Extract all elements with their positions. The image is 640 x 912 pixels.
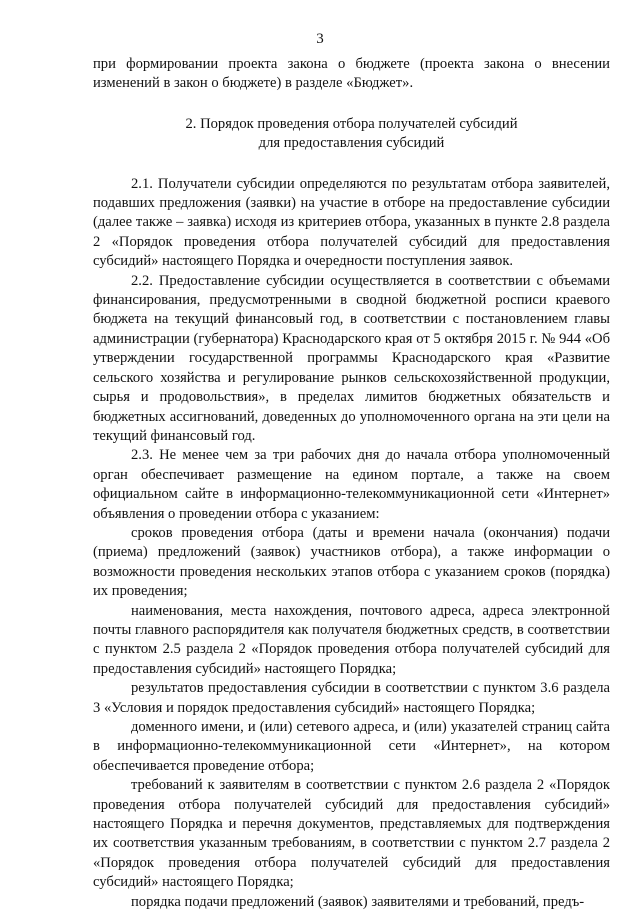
paragraph-2-3: 2.3. Не менее чем за три рабочих дня до начала отбора уполномоченный орган обеспечивает размещение на едином портале, а также на своем официальном сайте в информационно-телекоммуникационной сети «Интернет» объявления о проведении отбора с указанием: (93, 447, 610, 522)
body-text (93, 55, 610, 912)
list-item-domain: доменного имени, и (или) сетевого адреса, и (или) указателей страниц сайта в информационно-телекоммуникационной сети «Интернет», на котором обеспечивается проведение отбора; (93, 719, 610, 774)
paragraph-2-1: 2.1. Получатели субсидии определяются по результатам отбора заявителей, подавших предложения (заявки) на участие в отборе на предоставление субсидии (далее также – заявка) исходя из критериев отбора, указанных в пункте 2.8 раздела 2 «Порядок проведения отбора получателей субсидий для предоставления субсидий» настоящего Порядка и очередности поступления заявок. (93, 175, 610, 270)
section-heading (93, 115, 610, 154)
list-item-results: результатов предоставления субсидии в соответствии с пунктом 3.6 раздела 3 «Условия и порядок предоставления субсидий» настоящего Порядка; (93, 680, 610, 716)
list-item-requirements: требований к заявителям в соответствии с пунктом 2.6 раздела 2 «Порядок проведения отбора получателей субсидий для предоставления субсидий» настоящего Порядка и перечня документов, представляемых для подтверждения их соответствия указанным требованиям, в соответствии с пунктом 2.7 раздела 2 «Порядок проведения отбора получателей субсидий для предоставления субсидий» настоящего Порядка; (93, 777, 610, 891)
section-heading-line-1: 2. Порядок проведения отбора получателей субсидий (185, 115, 518, 132)
section-heading-line-2: для предоставления субсидий (258, 135, 445, 152)
list-item-name-address: наименования, места нахождения, почтового адреса, адреса электронной почты главного распорядителя как получателя бюджетных средств, в соответствии с пунктом 2.5 раздела 2 «Порядок проведения отбора получателей субсидий для предоставления субсидий» настоящего Порядка; (93, 602, 610, 677)
list-item-deadlines: сроков проведения отбора (даты и времени начала (окончания) подачи (приема) предложений (заявок) участников отбора), а также информации о возможности проведения нескольких этапов отбора с указанием сроков (порядка) их проведения; (93, 524, 610, 600)
paragraph-2-2: 2.2. Предоставление субсидии осуществляется в соответствии с объемами финансирования, предусмотренными в сводной бюджетной росписи краевого бюджета на текущий финансовый год, в соответствии с постановлением главы администрации (губернатора) Краснодарского края от 5 октября 2015 г. № 944 «Об утверждении государственной программы Краснодарского края «Развитие сельского хозяйства и регулирование рынков сельскохозяйственной продукции, сырья и продовольствия», в пределах лимитов бюджетных обязательств и бюджетных ассигнований, доведенных до уполномоченного органа на эти цели на текущий финансовый год. (93, 272, 610, 444)
continuation-paragraph: при формировании проекта закона о бюджете (проекта закона о внесении изменений в закон о бюджете) в разделе «Бюджет». (93, 56, 610, 92)
page-number: 3 (316, 31, 324, 47)
list-item-submission-order: порядка подачи предложений (заявок) заявителями и требований, предъ- (131, 893, 585, 910)
